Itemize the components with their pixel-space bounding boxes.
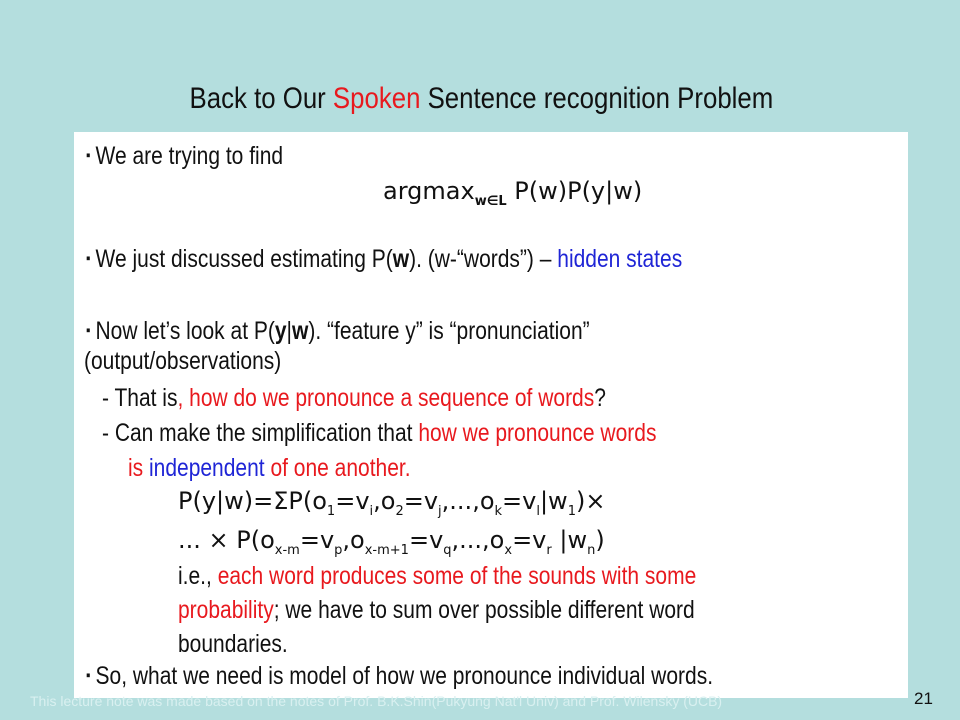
bullet-icon: ▪	[86, 667, 91, 684]
line-independent: is independent of one another.	[128, 454, 411, 482]
observations-line: (output/observations)	[84, 347, 282, 375]
bullet-model: ▪ So, what we need is model of how we pronounce individual words.	[86, 662, 714, 690]
page-number: 21	[914, 689, 933, 708]
line-that-is: - That is, how do we pronounce a sequence of words?	[102, 384, 606, 412]
line-probability: probability; we have to sum over possible different word	[178, 596, 695, 624]
argmax-formula: argmax$_{w\in L}$ P(w)P(y|w)	[383, 177, 643, 209]
line-ie: i.e., each word produces some of the sounds with some	[178, 562, 697, 590]
content-box	[74, 132, 908, 698]
footer-note: This lecture note was made based on the notes of Prof. B.K.Shin(Pukyung Nat'l Univ) and Prof. Wilensky (UCB)	[30, 693, 723, 709]
bullet-find: ▪ We are trying to find	[86, 142, 284, 170]
equation-line-1: $P(y|w)=\Sigma P(o_1=v_i,o_2=v_j,...,o_k=v_l|w_1)\times$	[178, 487, 606, 519]
bullet-icon: ▪	[86, 322, 91, 339]
bullet-estimating: ▪ We just discussed estimating P(w). (w-“words”) – hidden states	[86, 245, 683, 273]
line-boundaries: boundaries.	[178, 630, 288, 658]
bullet-icon: ▪	[86, 147, 91, 164]
line-simplification: - Can make the simplification that how we pronounce words	[102, 419, 657, 447]
equation-line-2: ... × $P(o_{x-m}=v_p,o_{x-m+1}=v_q,...,o_x=v_r$ $|w_n$)	[178, 526, 605, 558]
title-highlight: Spoken	[332, 82, 421, 115]
bullet-pronunciation: ▪ Now let’s look at P(y|w). “feature y” is “pronunciation”	[86, 317, 590, 345]
slide-title: Back to Our Spoken Sentence recognition Problem	[189, 82, 774, 115]
bullet-icon: ▪	[86, 250, 91, 267]
